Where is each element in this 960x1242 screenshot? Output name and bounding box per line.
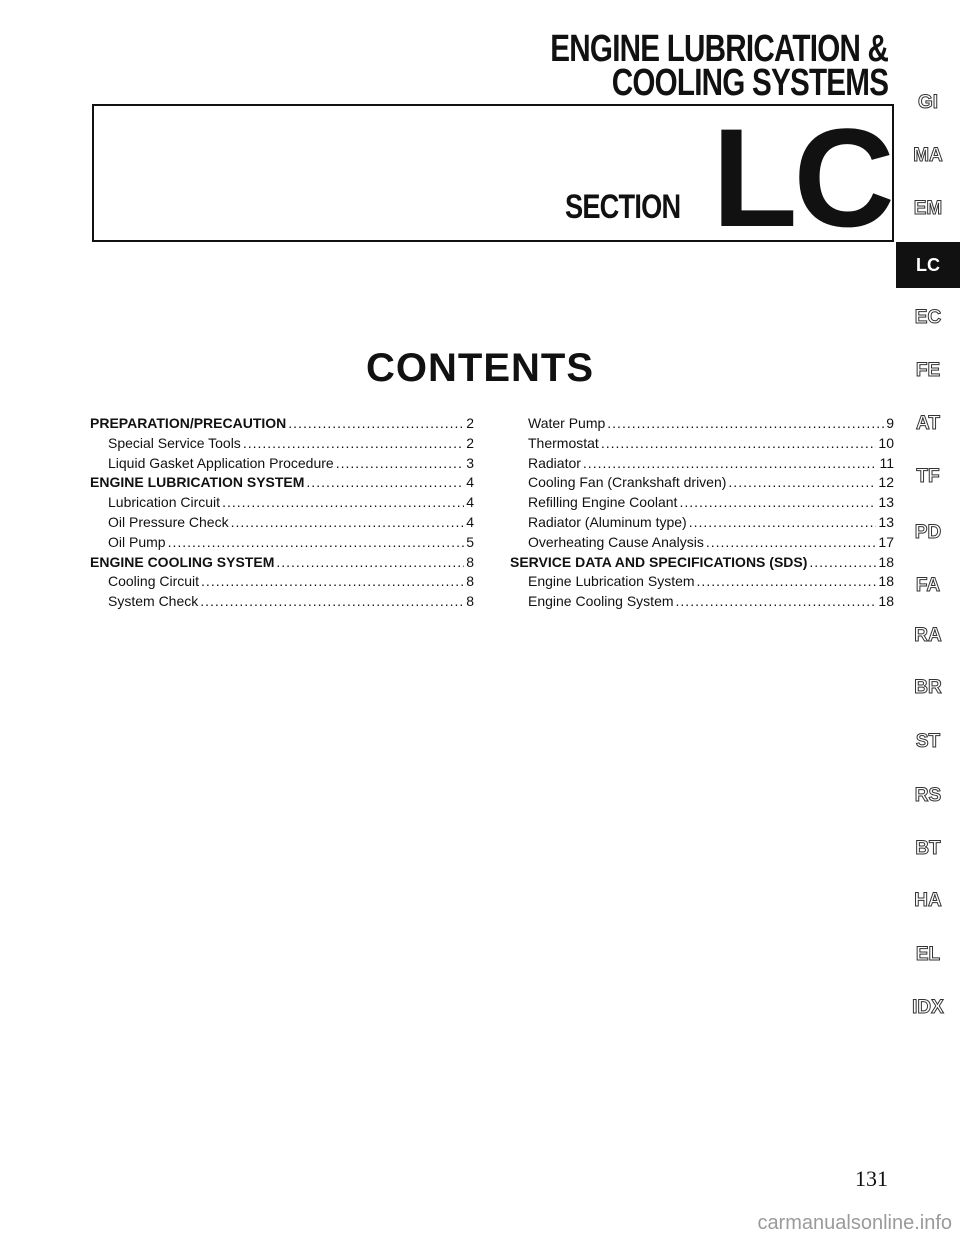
toc-entry[interactable] (510, 494, 894, 514)
toc-entry-label: PREPARATION/PRECAUTION (90, 415, 287, 431)
tab-em[interactable]: EM (913, 198, 943, 219)
tab-el[interactable]: EL (915, 944, 941, 965)
toc-entry-label: Water Pump (528, 415, 606, 431)
toc-entry-label: Oil Pump (108, 533, 166, 550)
tab-ra[interactable]: RA (914, 625, 942, 646)
toc-entry-page: 9 (886, 415, 894, 431)
toc-entry-page: 12 (878, 474, 894, 491)
toc-entry-page: 8 (466, 573, 474, 590)
toc-entry-page: 18 (878, 553, 894, 570)
toc-entry[interactable] (510, 514, 894, 534)
toc-entry-page: 18 (878, 573, 894, 590)
toc-entry-label: Lubrication Circuit (108, 494, 221, 511)
toc-right-column (510, 415, 894, 613)
toc-leader-dots (201, 573, 464, 589)
tab-tf[interactable]: TF (916, 466, 940, 487)
toc-leader-dots (689, 514, 877, 530)
page-number: 131 (855, 1166, 888, 1191)
toc-entry-page: 4 (466, 513, 474, 530)
toc-entry-page: 8 (466, 593, 474, 610)
toc-leader-dots (706, 534, 877, 550)
toc-entry-page: 4 (466, 494, 474, 511)
toc-leader-dots (336, 455, 465, 471)
toc-entry-page: 2 (466, 415, 474, 431)
section-title-line-1: ENGINE LUBRICATION & (550, 28, 888, 70)
tab-rs[interactable]: RS (914, 785, 942, 806)
toc-entry-label: SERVICE DATA AND SPECIFICATIONS (SDS) (510, 553, 808, 570)
toc-entry[interactable] (90, 474, 474, 494)
tab-fe[interactable]: FE (915, 360, 941, 381)
tab-ha[interactable]: HA (914, 890, 942, 911)
toc-entry-page: 10 (878, 434, 894, 451)
toc-entry-page: 13 (878, 513, 894, 530)
toc-entry[interactable] (90, 573, 474, 593)
toc-leader-dots (583, 455, 878, 471)
toc-entry-label: Special Service Tools (108, 434, 241, 451)
toc-entry-label: Overheating Cause Analysis (528, 533, 704, 550)
toc-entry[interactable] (90, 534, 474, 554)
toc-entry-label: Liquid Gasket Application Procedure (108, 454, 334, 471)
toc-entry-page: 18 (878, 593, 894, 610)
section-code: LC (712, 99, 891, 256)
toc-entry-label: System Check (108, 593, 199, 610)
toc-left-column (90, 415, 474, 613)
toc-entry[interactable] (90, 494, 474, 514)
toc-entry-label: Engine Lubrication System (528, 573, 695, 590)
toc-entry-label: ENGINE COOLING SYSTEM (90, 553, 275, 570)
contents-heading: CONTENTS (366, 346, 594, 390)
toc-entry-page: 11 (879, 454, 894, 471)
toc-entry[interactable] (90, 435, 474, 455)
toc-entry[interactable] (510, 455, 894, 475)
toc-entry[interactable] (510, 573, 894, 593)
tab-ec[interactable]: EC (914, 307, 942, 328)
section-title-line-2: COOLING SYSTEMS (611, 62, 888, 104)
tab-pd[interactable]: PD (914, 522, 942, 543)
toc-entry[interactable] (90, 593, 474, 613)
toc-leader-dots (809, 554, 876, 570)
tab-st[interactable]: ST (915, 731, 941, 752)
toc-entry-label: Engine Cooling System (528, 593, 674, 610)
section-title (550, 28, 888, 104)
section-label: SECTION (565, 188, 681, 226)
toc-leader-dots (601, 435, 877, 451)
toc-entry[interactable] (90, 514, 474, 534)
tab-fa[interactable]: FA (915, 575, 941, 596)
tab-idx[interactable]: IDX (912, 997, 944, 1018)
toc-entry[interactable] (510, 415, 894, 435)
toc-leader-dots (276, 554, 464, 570)
toc-entry-label: Refilling Engine Coolant (528, 494, 678, 511)
toc-entry[interactable] (90, 415, 474, 435)
tab-gi[interactable]: GI (917, 92, 939, 113)
tab-br[interactable]: BR (914, 677, 942, 698)
toc-entry-label: Radiator (Aluminum type) (528, 513, 687, 530)
toc-entry[interactable] (510, 534, 894, 554)
toc-entry-page: 8 (466, 553, 474, 570)
toc-entry-page: 13 (878, 494, 894, 511)
toc-entry[interactable] (90, 455, 474, 475)
toc-leader-dots (231, 514, 465, 530)
toc-entry-label: Radiator (528, 454, 581, 471)
toc-entry-page: 3 (466, 454, 474, 471)
toc-leader-dots (222, 494, 464, 510)
tab-bt[interactable]: BT (915, 838, 941, 859)
toc-entry[interactable] (510, 474, 894, 494)
toc-entry-label: Cooling Circuit (108, 573, 200, 590)
tab-ma[interactable]: MA (913, 145, 943, 166)
toc-entry-page: 4 (466, 474, 474, 491)
toc-entry-label: Cooling Fan (Crankshaft driven) (528, 474, 727, 491)
toc-entry-label: Oil Pressure Check (108, 513, 229, 530)
toc-leader-dots (679, 494, 876, 510)
toc-entry[interactable] (510, 593, 894, 613)
toc-leader-dots (728, 474, 876, 490)
toc-leader-dots (607, 415, 884, 431)
toc-entry-label: Thermostat (528, 434, 599, 451)
toc-leader-dots (306, 474, 464, 490)
toc-leader-dots (676, 593, 877, 609)
toc-entry-page: 2 (466, 434, 474, 451)
toc-leader-dots (200, 593, 464, 609)
toc-leader-dots (697, 573, 877, 589)
toc-entry[interactable] (510, 435, 894, 455)
toc-entry-label: ENGINE LUBRICATION SYSTEM (90, 474, 305, 491)
toc-entry[interactable] (510, 554, 894, 574)
toc-entry-page: 5 (466, 533, 474, 550)
section-index-tabs (896, 0, 960, 1242)
tab-lc-active[interactable]: LC (896, 242, 960, 288)
toc-entry-page: 17 (878, 533, 894, 550)
tab-at[interactable]: AT (916, 413, 940, 434)
toc-entry[interactable] (90, 554, 474, 574)
toc-leader-dots (288, 415, 464, 431)
watermark-text: carmanualsonline.info (757, 1212, 952, 1234)
toc-leader-dots (243, 435, 464, 451)
toc-leader-dots (168, 534, 465, 550)
